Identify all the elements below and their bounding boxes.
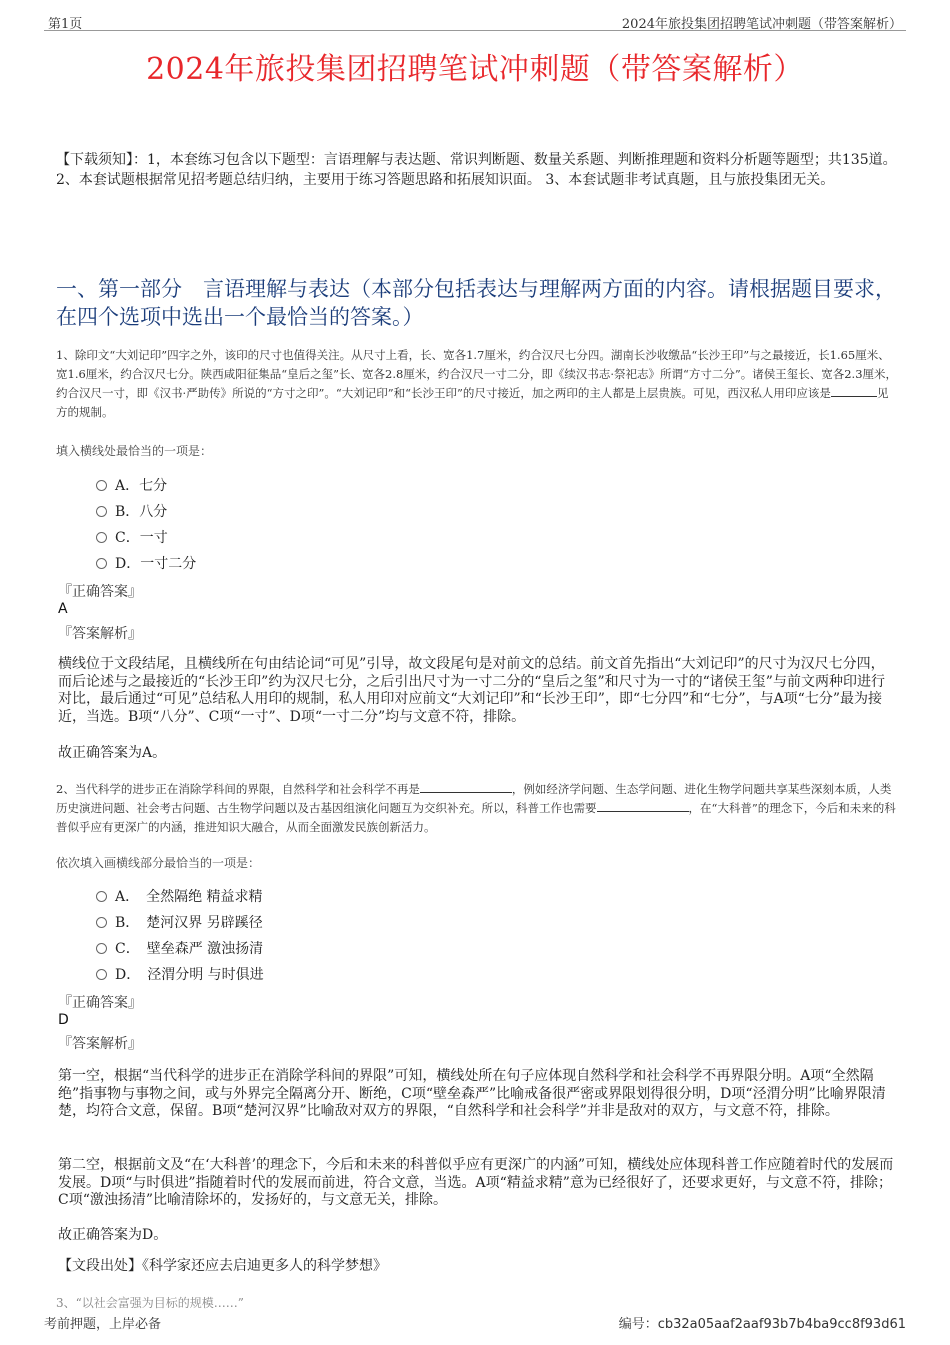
footer-code-value: cb32a05aaf2aaf93b7b4ba9cc8f93d61 bbox=[657, 1317, 906, 1332]
question-2-option-b[interactable] bbox=[96, 913, 263, 933]
footer-slogan: 考前押题，上岸必备 bbox=[44, 1317, 162, 1332]
fill-blank bbox=[597, 811, 689, 812]
question-2-option-d[interactable] bbox=[96, 965, 264, 985]
radio-icon[interactable] bbox=[96, 917, 107, 928]
option-label: B．八分 bbox=[115, 504, 168, 520]
option-label: A．七分 bbox=[115, 478, 168, 494]
option-label: D．一寸二分 bbox=[115, 556, 197, 572]
option-label: D． 泾渭分明 与时俱进 bbox=[115, 967, 264, 983]
analysis-label: 『答案解析』 bbox=[58, 1036, 142, 1052]
question-2-option-c[interactable] bbox=[96, 939, 263, 959]
question-1-option-b[interactable] bbox=[96, 502, 167, 522]
question-2-prompt: 依次填入画横线部分最恰当的一项是： bbox=[56, 856, 261, 870]
correct-answer-label: 『正确答案』 bbox=[58, 995, 142, 1011]
question-1-conclusion: 故正确答案为A。 bbox=[58, 745, 167, 761]
correct-answer-label: 『正确答案』 bbox=[58, 584, 142, 600]
question-1-stem-text: 1、除印文“大刘记印”四字之外，该印的尺寸也值得关注。从尺寸上看，长、宽各1.7厘米，约合汉尺七分四。湖南长沙收缴品“长沙王印”与之最接近，长1.65厘米、宽1.6厘米，约合汉尺七分。陕西咸阳征集品“皇后之玺”长、宽各2.8厘米，约合汉尺一寸二分，即《续汉书志·祭祀志》所谓“方寸二分”。诸侯王玺长、宽各2.3厘米，约合汉尺一寸，即《汉书·严助传》所说的“方寸之印”。“大刘记印”和“长沙王印”的尺寸接近，加之两印的主人都是上层贵族。可见，西汉私人用印应该是 bbox=[56, 348, 898, 400]
radio-icon[interactable] bbox=[96, 532, 107, 543]
radio-icon[interactable] bbox=[96, 480, 107, 491]
question-2-stem-text: 2、当代科学的进步正在消除学科间的界限，自然科学和社会科学不再是 bbox=[56, 782, 420, 796]
correct-answer: D bbox=[58, 1012, 69, 1028]
option-label: C． 壁垒森严 激浊扬清 bbox=[115, 941, 264, 957]
question-2-analysis-1: 第一空，根据“当代科学的进步正在消除学科间的界限”可知，横线处所在句子应体现自然科学和社会科学不再界限分明。A项“全然隔绝”指事物与事物之间，或与外界完全隔离分开、断绝，C项“壁垒森严”比喻戒备很严密或界限划得很分明，D项“泾渭分明”比喻界限清楚，均符合文意，保留。B项“楚河汉界”比喻敌对双方的界限，“自然科学和社会科学”并非是敌对的双方，与文意不符，排除。 bbox=[58, 1068, 886, 1119]
question-2-stem bbox=[56, 780, 898, 837]
header-doc-title: 2024年旅投集团招聘笔试冲刺题（带答案解析） bbox=[621, 17, 902, 32]
question-1-option-d[interactable] bbox=[96, 554, 196, 574]
question-2-option-a[interactable] bbox=[96, 887, 263, 907]
question-2-stem-tail: ，在“大科普”的理念下，今后和未来的科普似乎应有更深广的内涵，推进知识大融合，从而全面激发民族创新活力。 bbox=[56, 801, 896, 834]
radio-icon[interactable] bbox=[96, 969, 107, 980]
page-title: 2024年旅投集团招聘笔试冲刺题（带答案解析） bbox=[146, 52, 804, 87]
footer-code-label: 编号： bbox=[618, 1317, 658, 1332]
next-question-cut: 3、“以社会富强为目标的规模……” bbox=[56, 1296, 244, 1310]
page-header bbox=[44, 12, 906, 31]
page-number: 第1页 bbox=[48, 17, 83, 32]
question-2-source: 【文段出处】《科学家还应去启迪更多人的科学梦想》 bbox=[58, 1258, 387, 1274]
question-1-option-c[interactable] bbox=[96, 528, 168, 548]
question-2-analysis-2: 第二空，根据前文及“在‘大科普’的理念下，今后和未来的科普似乎应有更深广的内涵”可知，横线处应体现科普工作应随着时代的发展而发展。D项“与时俱进”指随着时代的发展而前进，符合文意，当选。A项“精益求精”意为已经很好了，还要求更好，与文意不符，排除；C项“激浊扬清”比喻清除坏的，发扬好的，与文意无关，排除。 bbox=[58, 1157, 894, 1208]
option-label: C．一寸 bbox=[115, 530, 168, 546]
radio-icon[interactable] bbox=[96, 506, 107, 517]
radio-icon[interactable] bbox=[96, 558, 107, 569]
question-1-stem-tail: 见方的规制。 bbox=[56, 386, 889, 419]
question-1-option-a[interactable] bbox=[96, 476, 167, 496]
question-2-conclusion: 故正确答案为D。 bbox=[58, 1227, 168, 1243]
footer-code bbox=[619, 1313, 906, 1332]
fill-blank bbox=[420, 792, 512, 793]
question-1-stem bbox=[56, 346, 898, 422]
fill-blank bbox=[831, 396, 877, 397]
question-1-prompt: 填入横线处最恰当的一项是： bbox=[56, 444, 213, 458]
section-title: 一、第一部分 言语理解与表达（本部分包括表达与理解两方面的内容。请根据题目要求，在四个选项中选出一个最恰当的答案。） bbox=[56, 277, 896, 329]
option-label: A． 全然隔绝 精益求精 bbox=[115, 889, 263, 905]
question-1-analysis: 横线位于文段结尾，且横线所在句由结论词“可见”引导，故文段尾句是对前文的总结。前文首先指出“大刘记印”的尺寸为汉尺七分四，而后论述与之最接近的“长沙王印”约为汉尺七分，之后引出尺寸为一寸二分的“皇后之玺”和尺寸为一寸的“诸侯王玺”与前文两种印进行对比，最后通过“可见”总结私人用印的规制，私人用印对应前文“大刘记印”和“长沙王印”，即“七分四”和“七分”，与A项“七分”最为接近，当选。B项“八分”、C项“一寸”、D项“一寸二分”均与文意不符，排除。 bbox=[58, 656, 885, 725]
radio-icon[interactable] bbox=[96, 891, 107, 902]
analysis-label: 『答案解析』 bbox=[58, 626, 142, 642]
question-2-stem-middle: ，例如经济学问题、生态学问题、进化生物学问题共享某些深刻本质，人类历史演进问题、社会考古问题、古生物学问题以及古基因组演化问题互为交织补充。所以，科普工作也需要 bbox=[56, 782, 892, 815]
radio-icon[interactable] bbox=[96, 943, 107, 954]
correct-answer: A bbox=[58, 601, 68, 617]
option-label: B． 楚河汉界 另辟蹊径 bbox=[115, 915, 263, 931]
download-notice: 【下载须知】：1，本套练习包含以下题型：言语理解与表达题、常识判断题、数量关系题、判断推理题和资料分析题等题型；共135道。 2、本套试题根据常见招考题总结归纳，主要用于练习答题思路和拓展知识面。 3、本套试题非考试真题，且与旅投集团无关。 bbox=[56, 152, 897, 188]
